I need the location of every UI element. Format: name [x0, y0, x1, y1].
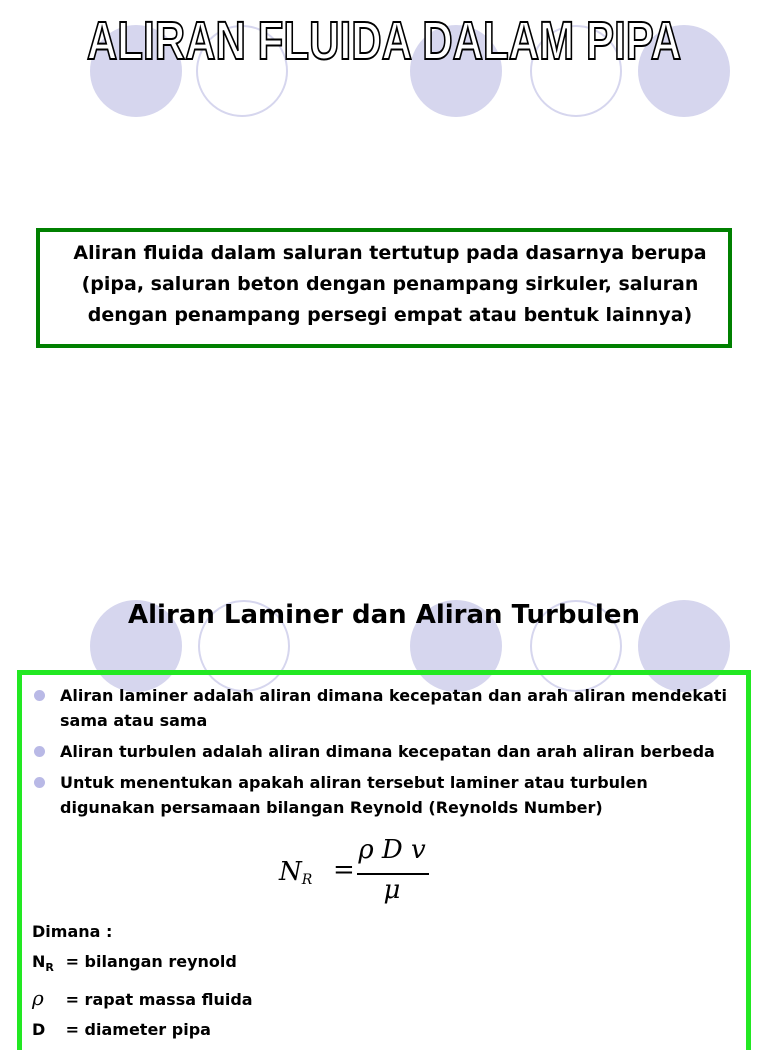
definition-text: = diameter pipa	[60, 1020, 211, 1040]
definition-row	[32, 947, 253, 983]
bullet-list	[32, 683, 742, 826]
definitions	[32, 917, 253, 1045]
definition-row	[32, 1015, 253, 1045]
bullet-icon	[34, 746, 45, 757]
bullet-icon	[34, 690, 45, 701]
bullet-icon	[34, 777, 45, 788]
bullet-item	[32, 770, 742, 820]
bullet-item	[32, 683, 742, 733]
definition-text: = rapat massa fluida	[60, 990, 253, 1010]
formula-lhs: $N_R$	[279, 857, 313, 888]
formula-numerator: ρ D v	[358, 835, 426, 865]
definitions-heading: Dimana :	[32, 922, 113, 941]
definition-symbol: D	[32, 1020, 46, 1040]
slide-2	[0, 560, 768, 1040]
definition-text: = bilangan reynold	[60, 952, 237, 971]
slide-2-title: Aliran Laminer dan Aliran Turbulen	[128, 600, 640, 630]
bullet-item	[32, 739, 742, 764]
definition-symbol: ρ	[32, 986, 44, 1011]
content-box	[17, 670, 751, 1050]
bullet-text: Aliran laminer adalah aliran dimana kecepatan dan arah aliran mendekati sama atau sama	[60, 686, 727, 730]
intro-text-box: Aliran fluida dalam saluran tertutup pada dasarnya berupa (pipa, saluran beton dengan penampang sirkuler, saluran dengan penampang persegi empat atau bentuk lainnya)	[36, 228, 732, 348]
definition-symbol: $N_R$	[32, 952, 54, 975]
reynolds-formula	[277, 835, 437, 915]
bullet-text: Untuk menentukan apakah aliran tersebut laminer atau turbulen digunakan persamaan bilangan Reynold (Reynolds Number)	[60, 773, 648, 817]
slide-1-title: ALIRAN FLUIDA DALAM PIPA	[86, 11, 682, 71]
formula-denominator: μ	[383, 875, 401, 905]
bullet-text: Aliran turbulen adalah aliran dimana kecepatan dan arah aliran berbeda	[60, 742, 715, 761]
definition-row	[32, 983, 253, 1015]
formula-equals: =	[333, 855, 355, 885]
